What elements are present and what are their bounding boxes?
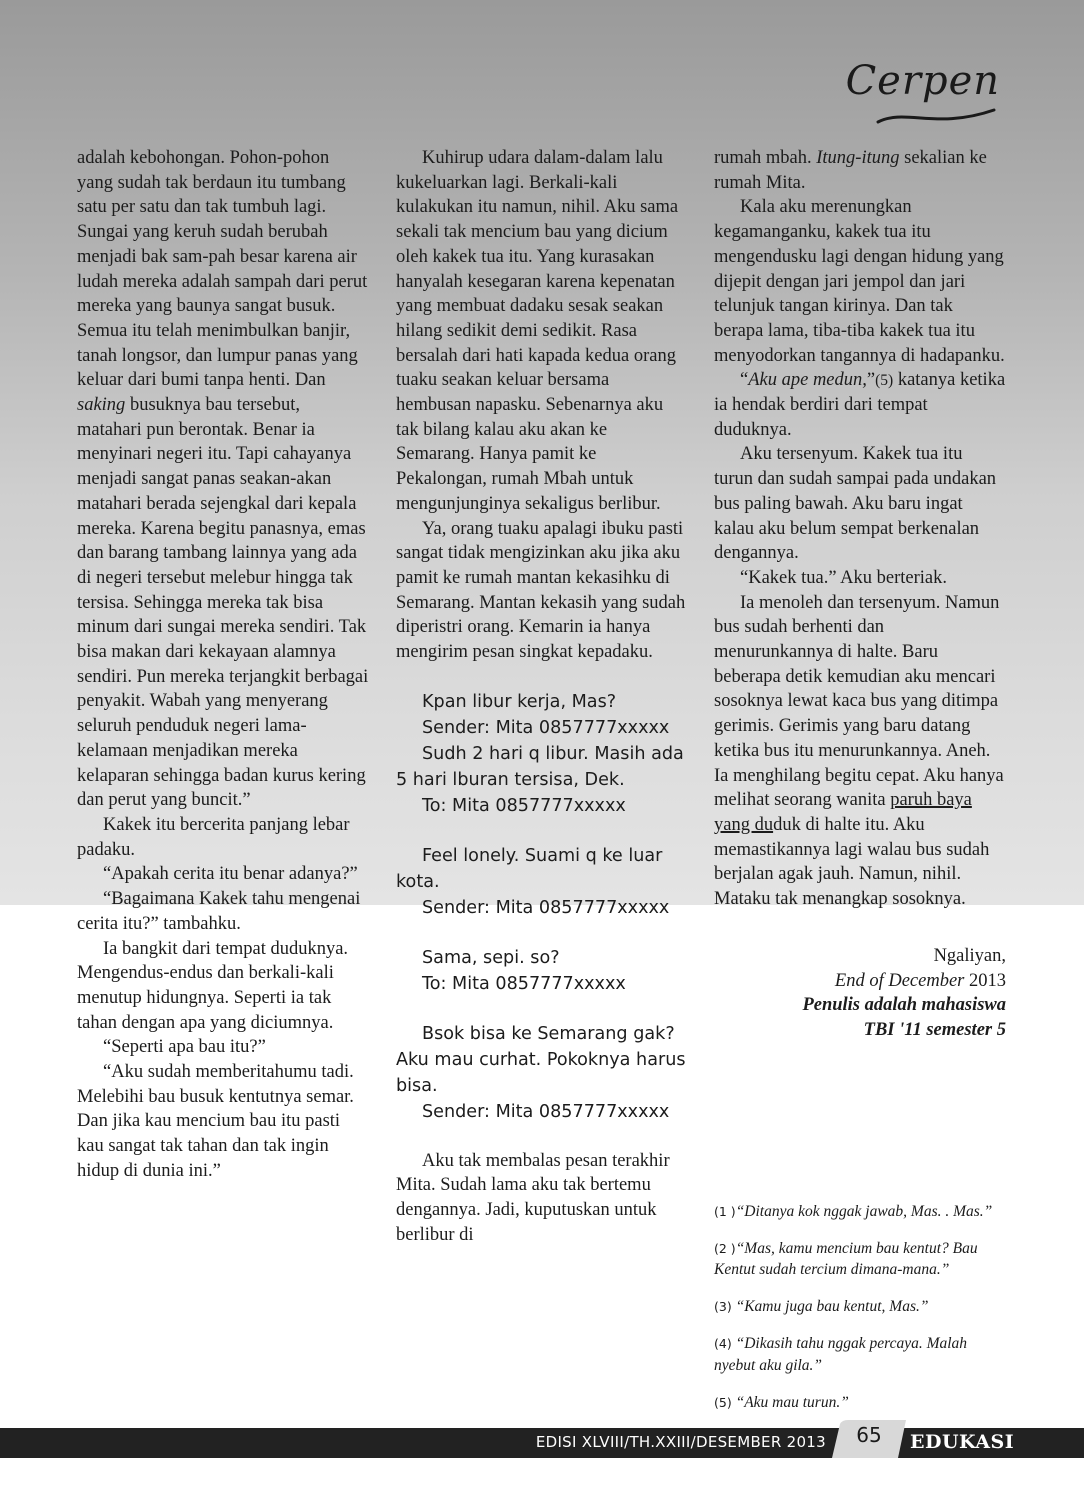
paragraph: Kakek itu bercerita panjang lebar padaku. (77, 814, 350, 860)
footer-brand: EDUKASI (910, 1431, 1015, 1453)
author-note: Penulis adalah mahasiswa (802, 995, 1006, 1016)
author-note: TBI '11 semester 5 (863, 1019, 1006, 1040)
dialogue: “Seperti apa bau itu?” (103, 1037, 266, 1058)
footnote: (2 )“Mas, kamu mencium bau kentut? Bau Kentut sudah tercium dimana-mana.” (714, 1239, 978, 1279)
paragraph: Aku tak membalas pesan terakhir Mita. Sudah lama aku tak bertemu dengannya. Jadi, kuputuskan untuk berlibur di (396, 1150, 670, 1245)
dialogue: “Kakek tua.” Aku berteriak. (740, 567, 948, 588)
footnotes (714, 1185, 1006, 1429)
footer-edition: EDISI XLVIII/TH.XXIII/DESEMBER 2013 (535, 1433, 826, 1451)
dialogue: “Bagaimana Kakek tahu mengenai cerita itu?” tambahku. (77, 889, 361, 934)
footnote: (5) “Aku mau turun.” (714, 1394, 849, 1412)
paragraph: Ya, orang tuaku apalagi ibuku pasti sangat tidak mengizinkan aku jika aku pamit ke rumah mantan kekasihku di Semarang. Mantan kekasih yang sudah diperistri orang. Kemarin ia hanya mengirim pesan singkat kepadaku. (396, 518, 686, 663)
sms-message: Bsok bisa ke Semarang gak? Aku mau curhat. Pokoknya harus bisa. Sender: Mita 0857777xxxxx (396, 1023, 686, 1122)
dialogue: “Aku ape medun,”(5) katanya ketika ia hendak berdiri dari tempat duduknya. (714, 370, 1006, 440)
paragraph: Kuhirup udara dalam-dalam lalu kukeluarkan lagi. Berkali-kali kulakukan itu namun, nihil. Aku sama sekali tak mencium bau yang dicium oleh kakek tua itu. Yang kurasakan hanyalah kesegaran karena kepenatan yang membuat dadaku sesak seakan hilang sedikit demi sedikit. Rasa bersalah dari hati kapada kedua orang tuaku seakan keluar bersama hembusan napasku. Sebenarnya aku tak bilang kalau aku akan ke Semarang. Hanya pamit ke Pekalongan, rumah Mbah untuk mengunjunginya sekaligus berlibur. (396, 148, 679, 514)
sms-message: Sama, sepi. so? To: Mita 0857777xxxxx (422, 947, 626, 994)
dialogue: “Aku sudah memberitahumu tadi. Melebihi bau busuk kentutnya semar. Dan jika kau mencium bau itu pasti kau sangat tak tahan dan tak ingin hidup di dunia ini.” (77, 1062, 354, 1181)
section-title: Cerpen (845, 58, 1000, 104)
paragraph: Kala aku merenungkan kegamanganku, kakek tua itu mengendusku lagi dengan hidung yang dijepit dengan jari jempol dan jari telunjuk tangan kirinya. Dan tak berapa lama, tiba-tiba kakek tua itu menyodorkan tangannya di hadapanku. (714, 197, 1005, 366)
footnote: (4) “Dikasih tahu nggak percaya. Malah nyebut aku gila.” (714, 1335, 968, 1374)
paragraph: Ia bangkit dari tempat duduknya. Mengendus-endus dan berkali-kali menutup hidungnya. Seperti ia tak tahan dengan apa yang diciumnya. (77, 938, 349, 1033)
paragraph: Ia menoleh dan tersenyum. Namun bus sudah berhenti dan menurunkannya di halte. Baru beberapa detik kemudian aku mencari sosoknya lewat kaca bus yang ditimpa gerimis. Gerimis yang baru datang ketika bus itu menurunkannya. Aneh. Ia menghilang begitu cepat. Aku hanya melihat seorang wanita paruh baya yang duduk di halte itu. Aku memastikannya lagi walau bus sudah berjalan agak jauh. Namun, nihil. Mataku tak menangkap sosoknya. (714, 592, 1004, 910)
paragraph: adalah kebohongan. Pohon-pohon yang sudah tak berdaun itu tumbang satu per satu dan tak tumbuh lagi. Sungai yang keruh sudah berubah menjadi bak sam-pah besar karena air ludah mereka adalah sampah dari perut mereka yang baunya sangat busuk. Semua itu telah menimbulkan banjir, tanah longsor, dan lumpur panas yang keluar dari bumi tanpa henti. Dan saking busuknya bau tersebut, matahari pun berontak. Benar ia menyinari negeri itu. Tapi cahayanya menjadi sangat panas seakan-akan matahari berada sejengkal dari kepala mereka. Karena begitu panasnya, emas dan barang tambang lainnya yang ada di negeri tersebut melebur hingga tak tersisa. Sehingga mereka tak bisa minum dari sungai mereka sendiri. Tak bisa makan dari kekayaan alamnya sendiri. Pun mereka terjangkit berbagai penyakit. Wabah yang menyerang seluruh penduduk negeri lama-kelamaan menjadikan mereka kelaparan sehingga badan kurus kering dan perut yang buncit.” (77, 148, 369, 811)
footnote: (1 )“Ditanya kok nggak jawab, Mas. . Mas.” (714, 1202, 993, 1220)
story-column-3 (714, 146, 1006, 1043)
title-swash-ornament (876, 104, 996, 128)
signoff-date: End of December 2013 (834, 970, 1006, 991)
paragraph: rumah mbah. Itung-itung sekalian ke rumah Mita. (714, 148, 987, 193)
sms-message: Feel lonely. Suami q ke luar kota. Sender: Mita 0857777xxxxx (396, 845, 670, 918)
footnote: (3) “Kamu juga bau kentut, Mas.” (714, 1298, 929, 1316)
page-number: 65 (856, 1423, 882, 1447)
paragraph: Aku tersenyum. Kakek tua itu turun dan sudah sampai pada undakan bus paling bawah. Aku baru ingat kalau aku belum sempat berkenalan dengannya. (714, 444, 997, 564)
story-column-2 (396, 146, 686, 1248)
sms-message: Kpan libur kerja, Mas? Sender: Mita 0857777xxxxx Sudh 2 hari q libur. Masih ada 5 hari lburan tersisa, Dek. To: Mita 0857777xxxxx (396, 691, 684, 816)
signoff-place: Ngaliyan, (933, 945, 1006, 966)
dialogue: “Apakah cerita itu benar adanya?” (103, 864, 358, 885)
story-column-1 (77, 146, 369, 1184)
